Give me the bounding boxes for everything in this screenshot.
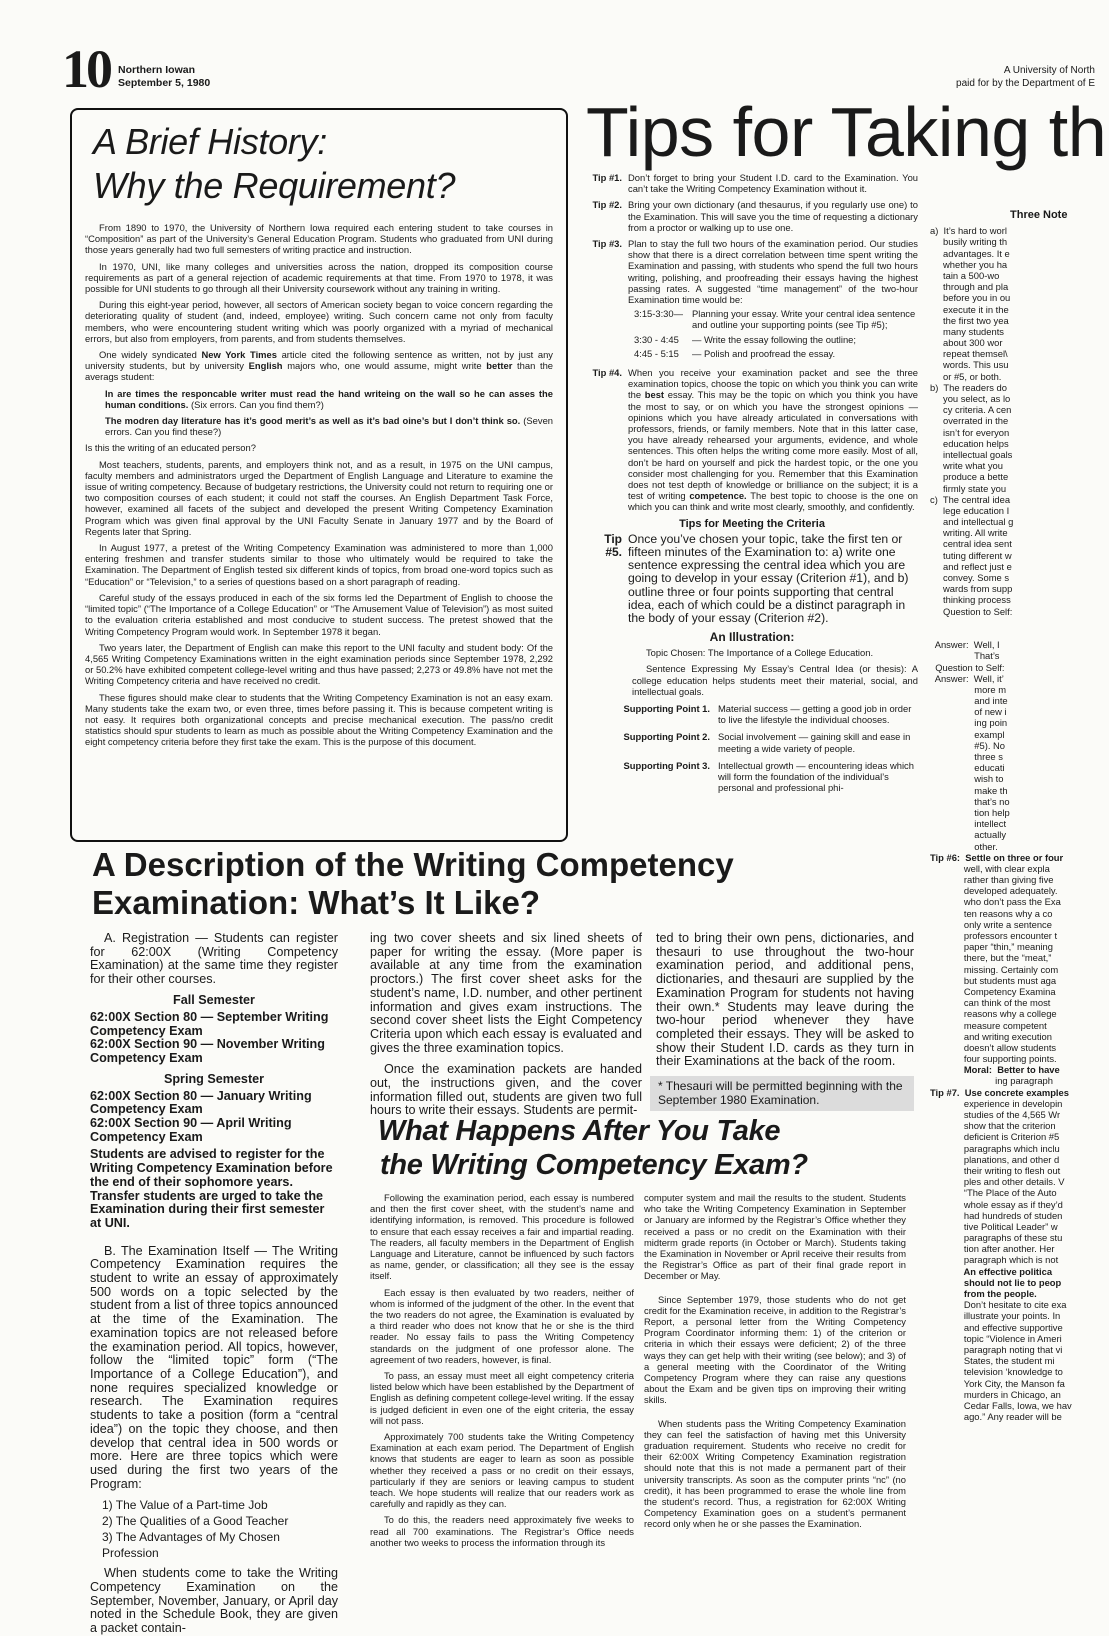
cutoff-line: that’s no [930,795,1010,807]
cutoff-line: overrated in the [930,415,1009,427]
cutoff-line: “The Place of the Auto [930,1187,1057,1199]
cutoff-line: wards from supp [930,583,1013,595]
after-paragraph: To pass, an essay must meet all eight competency criteria listed below which have been established by the Department of English as defining competent college-level writing. If the essay is judged deficient in even one of the eight criteria, the essay will not pass. [370,1370,634,1426]
history-paragraph: Careful study of the essays produced in each of the six forms led the Department of English to choose the “limited topic” (“The Importance of a College Education” or “The Amusement Value of Television”) as most suited to the evaluation criteria established and most conducive to student success. The pretest showed that the Writing Competency Program would work. In September 1978 it began. [85,591,553,637]
cutoff-line: experience in developin [930,1097,1063,1109]
cutoff-line: ing paragraph [930,1075,1053,1087]
after-paragraph: To do this, the readers need approximately five weeks to read all 700 examinations. The Registrar’s Office needs another two weeks to process the information through its [370,1514,634,1548]
sponsor-line [956,64,1095,90]
criteria-heading: Tips for Meeting the Criteria [679,517,825,530]
cutoff-line: of new i [930,706,1007,718]
cutoff-line: who don’t pass the Exa [930,896,1061,908]
cutoff-line: execute it in the [930,303,1009,315]
cutoff-line: professors encounter t [930,930,1058,941]
topic-item: 2) The Qualities of a Good Teacher [102,1514,289,1529]
cutoff-line: words. This usu [930,359,1009,371]
cutoff-line: measure competent [930,1019,1047,1031]
cutoff-line: only write a sentence [930,918,1052,930]
cutoff-line: and effective supportive [930,1321,1063,1333]
cutoff-line: make th [930,784,1008,796]
cutoff-line: educati [930,762,1005,774]
topic-item: 3) The Advantages of My Chosen Profession [102,1530,280,1561]
after-title-line-1: What Happens After You Take [378,1115,781,1147]
cutoff-line: and reflect just e [930,560,1012,572]
cutoff-line: cy criteria. A cen [930,404,1012,416]
cutoff-line: tain a 500-wo [930,269,1000,281]
cutoff-line: States, the student mi [930,1355,1055,1367]
section-line: 62:00X Section 90 — April Writing Competency Exam [90,1116,292,1144]
cutoff-line: illustrate your points. In [930,1310,1061,1322]
cutoff-line: Don’t hesitate to cite exa [930,1299,1067,1311]
after-title [378,1114,808,1182]
cutoff-line: #5). No [930,739,1006,751]
cutoff-line: paragraph noting that vi [930,1343,1063,1355]
illustration-heading: An Illustration: [709,630,795,645]
cutoff-line: the first two yea [930,314,1009,326]
sample-topics [102,1497,338,1561]
cutoff-line: doesn’t allow students [930,1041,1057,1053]
sponsor-line-2: paid for by the Department of E [956,78,1095,89]
supplies-paragraph: ted to bring their own pens, dictionaries, and thesauri to use throughout the two-hour examination period, and additional pens, dictionaries, and thesauri are supplied by the Examination Program for students not having their own.* Students may leave during the two-hour period whenever they have completed their essays. They will be asked to show their Student I.D. cards as they turn in their Examinations at the back of the room. [656,931,914,1069]
cutoff-line: tive Political Leader” w [930,1220,1058,1232]
tips-title: Tips for Taking th [586,93,1107,171]
cutoff-line: York City, the Manson fa [930,1377,1065,1389]
cutoff-line: and intellectual g [930,516,1014,528]
packet-paragraph: Once the examination packets are handed out, the instructions given, and the cover information filled out, students are given two full hours to write their essays. Students are permit- [370,1062,642,1118]
cutoff-line: ing poin [930,717,1008,729]
cutoff-line: reasons why a college [930,1008,1057,1020]
cutoff-line: advantages. It e [930,247,1010,259]
cutoff-line: ten reasons why a co [930,907,1053,919]
cutoff-line: wish to [930,773,1004,785]
cutoff-line: convey. Some s [930,572,1010,583]
after-column-1 [370,1192,634,1620]
cutoff-line: firmly state you [930,482,1007,494]
cutoff-line: tion after another. Her [930,1243,1055,1255]
cutoff-line: paper “thin,” meaning [930,941,1053,953]
description-title-line-1: A Description of the Writing Competency [92,846,734,883]
description-title-line-2: Examination: What’s It Like? [92,884,540,921]
cutoff-line: their writing to flesh out [930,1164,1061,1176]
exam-itself-paragraph: B. The Examination Itself — The Writing Competency Examination requires the student to write an essay of approximately 500 words on a topic selected by the student from a list of three topics announced at the time of the Examination. The examination topics are not released before the examination period. All topics, however, follow the “limited topic” form (“The Importance of a College Education”), and none requires specialized knowledge or research. The Examination requires students to take a position (form a “central idea”) on the topic they choose, and then develop that central idea in 500 words or more. Here are three topics which were used during the first two years of the Program: [90,1243,338,1491]
description-column-1 [90,931,338,1636]
when-paragraph: When students come to take the Writing Competency Examination on the September, November, January, or April day noted in the Schedule Book, they are given a packet contain- [90,1566,338,1636]
history-paragraph: From 1890 to 1970, the University of Northern Iowa required each entering student to take courses in “Composition” as part of the University’s General Education Program. Students who graduated from UNI during those years generally had two full semesters of writing practice and instruction. [85,222,553,256]
cutoff-line: c) The central idea [930,493,1011,505]
cutoff-line: show that the criterion [930,1120,1056,1132]
right-cutoff-column [930,209,1100,1423]
cutoff-line: That’s [930,650,1000,662]
after-paragraph: Each essay is then evaluated by two readers, neither of whom is informed of the judgment of the other. In the event that the two readers do not agree, the Examination is evaluated by a third reader who does not know that he or she is the third reader. No essay fails to pass the Writing Competency standards on the judgment of one professor alone. The agreement of two readers, however, is final. [370,1286,634,1365]
tips-column [586,172,918,793]
cutoff-line: Tip #7. Use concrete examples [930,1086,1069,1098]
cutoff-line: Answer: Well, it’ [930,672,1004,684]
paper-title: Northern Iowan [118,64,196,76]
after-paragraph: computer system and mail the results to the student. Students who take the Writing Competency Examination in September or January are informed by the Registrar’s Office whether they received a pass or no credit on the Examination with their midterm grade reports (in October or March). Students taking the Examination in November or April receive their results from the Registrar’s Office as part of their final grade report in December or May. [644,1192,906,1282]
tip-3: Tip #3. Plan to stay the full two hours of the examination period. Our studies show that there is a direct correlation between time spent writing the Examination and passing, with students who spend the full two hours writing, polishing, and proofreading their essays having the highest passing rates. A suggested “time management” of the two-hour Examination time would be: 3:15-3:30— Planning your essay. Write your central idea sentence and outline your supporting points (see Tip #5); 3:30 - 4:45 — Write the essay following the outline; 4:45 - 5:15 — Polish and proofread the essay. [592,238,918,359]
cutoff-line: An effective politica [930,1265,1053,1277]
after-paragraph: Following the examination period, each essay is numbered and then the first cover sheet, with the student’s name and identifying information, is removed. This procedure is followed to ensure that each essay receives a fair and impartial reading. The readers, all faculty members in the Department of English Language and Literature, cannot be influenced by such factors as name, gender, or classification; all they see is the essay itself. [370,1192,634,1282]
cutoff-line: from the people. [930,1288,1037,1299]
cutoff-line: deficient is Criterion #5 [930,1131,1060,1143]
cutoff-line: exampl [930,728,1005,740]
spring-semester-heading: Spring Semester [163,1071,265,1086]
sponsor-line-1: A University of North [1003,65,1095,76]
cutoff-line: many students [930,325,1004,337]
cutoff-line: ples and other details. V [930,1176,1065,1188]
history-title [85,120,553,208]
section-line: 62:00X Section 80 — January Writing Competency Exam [90,1088,312,1117]
cutoff-lines [930,225,1100,1423]
cutoff-line [930,628,1100,639]
cutoff-line: about 300 wor [930,337,1003,349]
after-paragraph: When students pass the Writing Competency Examination they can feel the satisfaction of having met this University graduation requirement. Students who receive no credit for their 62:00X Writing Competency Examination registration should note that this is not made a permanent part of their university transcripts. As soon as the computer prints “nc” (no credit), it has been programmed to erase the whole line from the student’s record. Thus, a registration for 62:00X Writing Competency Examination goes on a student’s permanent record only when he or she passes the Examination. [644,1417,906,1530]
cutoff-line: but students must aga [930,974,1057,986]
topic-chosen: Topic Chosen: The Importance of a College Education. [646,647,874,659]
section-line: 62:00X Section 90 — November Writing Competency Exam [90,1037,325,1065]
history-paragraph: Is this the writing of an educated person? [85,442,256,454]
history-paragraph: One widely syndicated New York Times article cited the following sentence as written, not by just any university students, but by university English majors who, one would assume, might write better than the averags student: [85,349,554,383]
history-box [70,108,568,842]
history-paragraph: During this eight-year period, however, all sectors of American society began to voice concern regarding the deteriorating quality of student (and, indeed, employee) writing. Such concern came not only from faculty members, who were encountering student writing which was poorly organized with a myriad of mechanical errors, but also from employers, from parents, and from students themselves. [85,299,553,344]
cutoff-line: paragraphs of these stu [930,1232,1063,1244]
registration-advice: Students are advised to register for the Writing Competency Examination before the end of their sophomore years. Transfer students are urged to take the Examination during their first semester at UNI. [90,1147,333,1230]
tip-2: Tip #2. Bring your own dictionary (and thesaurus, if you regularly use one) to the Examination. This will save you the time of requesting a dictionary from a proctor or walking up to use one. [592,199,918,233]
issue-date: September 5, 1980 [118,77,211,89]
cutoff-line: Competency Examina [930,985,1056,997]
cutoff-line: repeat themsel\ [930,348,1008,360]
cutoff-line: actually [930,829,1007,841]
cutoff-line: three s [930,751,1003,762]
history-paragraph: These figures should make clear to students that the Writing Competency Examination is not an easy exam. Many students take the exam two, or even three, times before passing it. This is because competent writing is not easy. It requires both organizational concepts and precise mechanical execution. The pass/no credit statistics should spur students to learn as much as possible about the Writing Competency Examination and the eight competency criteria before they first take the exam. This is the purpose of this document. [85,691,553,748]
cutoff-line: Tip #6: Settle on three or four [930,851,1064,863]
cutoff-line: Cedar Falls, Iowa, we hav [930,1399,1072,1411]
cutoff-line: thinking process [930,594,1011,606]
cutoff-line: well, with clear expla [930,862,1050,874]
cutoff-line [930,617,1100,628]
cutoff-line: can think of the most [930,997,1051,1009]
newspaper-name [118,64,210,90]
description-column-3 [656,932,914,1069]
three-notes-heading: Three Note [1010,209,1068,221]
cutoff-line: busily writing th [930,236,1008,248]
cutoff-line: tion help [930,806,1010,818]
cutoff-line: write what you [930,460,1003,472]
cutoff-line: intellect [930,818,1007,830]
schedule-row: 3:30 - 4:45 — Write the essay following the outline; [634,333,856,345]
cutoff-line: other. [930,840,998,852]
cutoff-line: whether you ha [930,258,1008,270]
cutoff-line: Moral: Better to have [930,1064,1060,1076]
cutoff-line: Question to Self: [930,661,1005,673]
cutoff-line: Question to Self: [930,605,1013,617]
after-paragraph: Since September 1979, those students who do not get credit for the Examination receive, in addition to the Registrar’s Report, a personal letter from the Writing Competency Program Coordinator informing them: 1) of the criterion or criteria in which their essays were deficient; 2) of the three ways they can get help with their writing (see below); and 3) of a general meeting with the Coordinator of the Writing Competency Program where they can raise any questions about the Exam and be given tips on improving their writing skills. [644,1293,906,1406]
cutoff-line: education helps [930,437,1009,449]
cutoff-line: rather than giving five [930,874,1054,886]
cutoff-line: intellectual goals [930,448,1013,460]
cutoff-line: produce a bette [930,471,1009,483]
history-paragraph: In 1970, UNI, like many colleges and universities across the nation, dropped its composition course requirements as part of a general rejection of academic requirements at that time. From 1970 to 1978, it was possible for UNI students to go through all their University coursework without any training in writing. [85,260,553,295]
cutoff-line: should not lie to peop [930,1276,1062,1288]
after-title-line-2: the Writing Competency Exam? [380,1149,808,1181]
cutoff-line: more m [930,683,1007,695]
packet-paragraph: ing two cover sheets and six lined sheets of paper for writing the essay. (More paper is available at any time from the examination proctors.) The first cover sheet asks for the student’s name, I.D. number, and other pertinent information and gives exam instructions. The second cover sheet lists the Eight Competency Criteria upon which each essay is evaluated and gives the three examination topics. [370,931,642,1055]
history-title-line-1: A Brief History: [93,121,327,162]
thesauri-note: * Thesauri will be permitted beginning with the September 1980 Examination. [650,1076,914,1111]
cutoff-line: before you in ou [930,292,1011,304]
cutoff-line: paragraph which is not [930,1254,1059,1266]
description-column-2 [370,932,642,1118]
registration-paragraph: A. Registration — Students can register for 62:00X (Writing Competency Examination) at the same time they register for their other courses. [90,931,338,987]
history-paragraph: Two years later, the Department of English can make this report to the UNI faculty and student body: Of the 4,565 Writing Competency Examinations written in the eight examination periods since September 1978, 2,292 or 50.2% have exhibited competent college-level writing and thus have passed; 2,273 or 49.8% have not met the Writing Competency criteria and have received no credit. [85,641,553,687]
history-title-line-2: Why the Requirement? [93,165,456,206]
cutoff-line: studies of the 4,565 Wr [930,1109,1061,1120]
cutoff-line: and writing execution [930,1030,1052,1042]
cutoff-line: a) It’s hard to worl [930,225,1007,237]
cutoff-line: paragraphs which inclu [930,1142,1060,1154]
description-title [92,846,734,922]
fall-semester-heading: Fall Semester [173,992,255,1007]
history-paragraph: Most teachers, students, parents, and employers think not, and as a result, in 1975 on the UNI campus, faculty members and administrators urged the Department of English Language and Literature to examine the issue of writing competency. Because of budgetary restrictions, the University could not return to requiring one or two composition courses of each student; it could not staff the courses. An English Department Task Force, however, examined all facets of the subject and developed the present Writing Competency Examination Program which was given final approval by the UNI Faculty Senate in January 1977 and by the Board of Regents later that Spring. [85,458,553,537]
tip-4: Tip #4. When you receive your examination packet and see the three examination topics, choose the topic on which you think you can write the best essay. This may be the topic on which you think you have the most to say, or on which you have the strongest opinions — opinions which you have already articulated in conversations with professors, friends, or family members. Note that in this latter case, you have already rehearsed your arguments, evidence, and whole sentences. This often helps the writing come more easily. Most of all, don’t be hard on yourself and pick the hardest topic, or the one you consider most challenging for you. Remember that this Examination does not test depth of knowledge or brilliance on the subject; it is a test of writing competence. The best topic to choose is the one on which you can think and write most clearly, smoothly, and confidently. [592,367,919,513]
cutoff-line: murders in Chicago, an [930,1388,1061,1400]
cutoff-line: ago.” Any reader will be [930,1411,1062,1423]
cutoff-line: you select, as lo [930,393,1011,404]
after-column-2 [644,1192,906,1620]
cutoff-line: planations, and other d [930,1153,1060,1165]
supporting-point: Supporting Point 2. Social involvement — gaining skill and ease in meeting a wide variety of people. [623,731,911,754]
schedule-row: 3:15-3:30— Planning your essay. Write your central idea sentence and outline your supporting points (see Tip #5); [634,308,916,331]
cutoff-line: topic “Violence in Ameri [930,1332,1062,1344]
history-paragraph: In August 1977, a pretest of the Writing Competency Examination was administered to more than 1,000 entering freshmen and transfer students similar to those who ultimately would be required to take the Examination. The Department of English tested six different kinds of topics, from broad one-word topics such as “Education” or “Television,” to a series of questions based on a short paragraph of reading. [85,542,553,587]
cutoff-line: had hundreds of studen [930,1209,1063,1221]
schedule-row: 4:45 - 5:15 — Polish and proofread the essay. [634,347,836,359]
cutoff-line: and inte [930,695,1008,707]
cutoff-line: isn’t for everyon [930,426,1010,438]
cutoff-line: central idea sent [930,538,1012,550]
cutoff-line: four supporting points. [930,1053,1057,1065]
cutoff-line: Answer: Well, I [930,639,1000,651]
central-idea: Sentence Expressing My Essay’s Central Idea (or thesis): A college education helps students meet their material, social, and intellectual goals. [632,663,918,697]
cutoff-line: or #5, or both. [930,370,1002,382]
cutoff-line: television ‘knowledge to [930,1366,1063,1378]
cutoff-line: lege education I [930,504,1010,516]
cutoff-line: through and pla [930,281,1009,293]
tip-1: Tip #1. Don’t forget to bring your Student I.D. card to the Examination. You can’t take the Writing Competency Examination without it. [592,172,918,195]
cutoff-line: there, but the “meat,” [930,952,1052,964]
cutoff-line: b) The readers do [930,381,1007,393]
error-quote: The modren day literature has it’s good merit’s as well as it’s bad oine’s but I don’t think so. (Seven errors. Can you find these?) [105,415,554,438]
cutoff-line: developed adequately. [930,885,1058,897]
after-paragraph: Approximately 700 students take the Writing Competency Examination at each exam period. The Department of English knows that students are eager to learn as soon as possible whether they received a pass or no credit on their essays, particularly if they are seniors or leaving campus to student teach. We hope students will realize that our readers work as carefully and rapidly as they can. [370,1431,634,1510]
cutoff-line: whole essay as if they’d [930,1198,1063,1210]
page-number: 10 [62,39,110,99]
supporting-point: Supporting Point 1. Material success — getting a good job in order to live the lifestyle the individual chooses. [623,702,912,726]
topic-item: 1) The Value of a Part-time Job [102,1498,268,1513]
supporting-point: Supporting Point 3. Intellectual growth — encountering ideas which will form the foundation of the individual’s personal and professional phi- [623,759,914,794]
section-line: 62:00X Section 80 — September Writing Competency Exam [90,1009,329,1038]
tip-5: Tip #5. Once you’ve chosen your topic, take the first ten or fifteen minutes of the Examination to: a) write one sentence expressing the central idea which you are going to develop in your essay (Criterion #1), and b) outline three or four points supporting that central idea, each of which could be a distinct paragraph in the body of your essay (Criterion #2). [604,531,909,625]
cutoff-line: missing. Certainly com [930,963,1059,975]
cutoff-line: writing. All write [930,527,1008,539]
cutoff-line: tuting different w [930,549,1012,561]
error-quote: In are times the responcable writer must read the hand writeing on the wall so he can asses the human conditions. (Six errors. Can you find them?) [105,387,553,410]
